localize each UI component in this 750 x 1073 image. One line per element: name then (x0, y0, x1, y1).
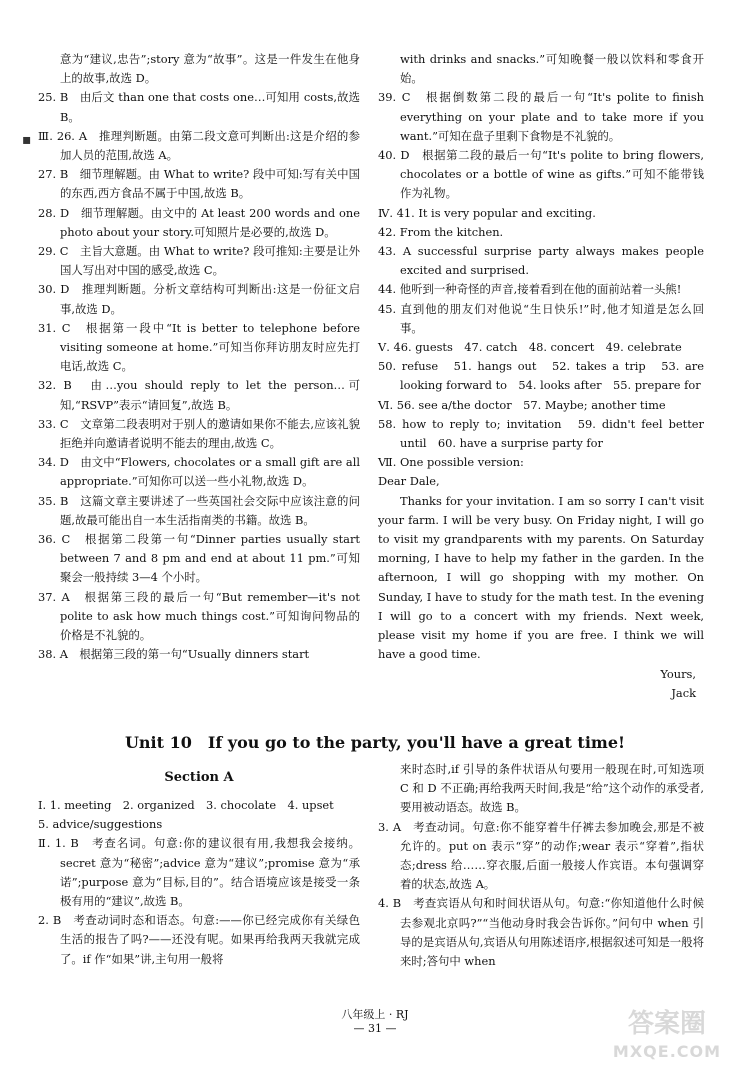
answer-item: 36. C 根据第二段第一句“Dinner parties usually start between 7 and 8 pm and end at about 11 pm.”可知聚会一般持续 3—4 个小时。 (38, 532, 360, 585)
answer-item: 42. From the kitchen. (378, 224, 504, 239)
answer-item: 40. D 根据第二段的最后一句“It's polite to bring flowers, chocolates or a bottle of wine as gifts.”可知不能带钱作为礼物。 (378, 148, 704, 201)
answer-item: Ⅶ. One possible version: (378, 455, 524, 470)
answer-item: 2. B 考查动词时态和语态。句意:——你已经完成你有关绿色生活的报告了吗?——还没有呢。如果再给我两天我就完成了。if 作“如果”讲,主句用一般将 (38, 913, 360, 966)
answer-item: Ⅲ. 26. A 推理判断题。由第二段文意可判断出:这是介绍的参加人员的范围,故选 A。 (38, 128, 360, 163)
answer-item: 37. A 根据第三段的最后一句“But remember—it's not polite to ask how much things cost.”可知询问物品的价格是不礼貌的。 (38, 589, 360, 643)
answer-item: 43. A successful surprise party always makes people excited and surprised. (378, 244, 704, 278)
continued-text: 意为“建议,忠告”;story 意为“故事”。这是一件发生在他身上的故事,故选 D。 (60, 52, 360, 86)
answer-item: Ⅵ. 56. see a/the doctor 57. Maybe; another time (378, 397, 666, 412)
letter-greeting: Dear Dale, (378, 474, 440, 489)
unit-title: Unit 10 If you go to the party, you'll have a great time! (124, 733, 626, 752)
answer-item: 50. refuse 51. hangs out 52. takes a trip 53. are looking forward to 54. looks after 55. prepare for (378, 359, 704, 393)
answer-item: Ⅴ. 46. guests 47. catch 48. concert 49. celebrate (378, 340, 682, 355)
answer-item: 5. advice/suggestions (38, 817, 163, 832)
margin-mark-icon: ▪ (22, 132, 32, 148)
answer-item: 35. B 这篇文章主要讲述了一些英国社会交际中应该注意的问题,故最可能出自一本生活指南类的书籍。故选 B。 (38, 493, 360, 527)
answer-item: Ⅰ. 1. meeting 2. organized 3. chocolate 4. upset (38, 798, 334, 812)
watermark-main: 答案圈 (627, 1009, 706, 1039)
answer-item: 4. B 考查宾语从句和时间状语从句。句意:“你知道他什么时候去参观北京吗?”“当他动身时我会告诉你。”问句中 when 引导的是宾语从句,宾语从句用陈述语序,根据叙述可知是一般将来时;答句中 when (378, 896, 704, 969)
answers-list-right (378, 50, 704, 472)
right-column-top (378, 50, 704, 703)
continued-text: with drinks and snacks.”可知晚餐一般以饮料和零食开始。 (400, 52, 704, 86)
watermark-logo (592, 1010, 742, 1066)
answer-item: 38. A 根据第三段的第一句“Usually dinners start (38, 647, 310, 662)
watermark-sub: MXQE.COM (612, 1042, 722, 1061)
letter-signature: Jack (671, 685, 696, 700)
left-column-bottom (38, 796, 360, 969)
continued-text: 来时态时,if 引导的条件状语从句要用一般现在时,可知选项 C 和 D 不正确;再给我两天时间,我是“给”这个动作的承受者,要用被动语态。故选 B。 (400, 762, 704, 815)
right-column-bottom (378, 760, 704, 971)
answer-item: Ⅳ. 41. It is very popular and exciting. (378, 205, 596, 220)
section-title: Section A (164, 770, 234, 785)
page-number: — 31 — (353, 1022, 397, 1035)
answer-item: 34. D 由文中“Flowers, chocolates or a small gift are all appropriate.”可知你可以送一些小礼物,故选 D。 (38, 455, 360, 489)
answer-item: Ⅱ. 1. B 考查名词。句意:你的建议很有用,我想我会接纳。secret 意为“秘密”;advice 意为“建议”;promise 意为“承诺”;purpose 意为“目标,目的”。结合语境应该是接受一条极有用的“建议”,故选 B。 (38, 836, 360, 909)
answer-item: 31. C 根据第一段中“It is better to telephone before visiting someone at home.”可知当你拜访朋友时应先打电话,故选 C。 (38, 320, 360, 374)
answer-item: 44. 他听到一种奇怪的声音,接着看到在他的面前站着一头熊! (378, 282, 682, 297)
answer-item: 30. D 推理判断题。分析文章结构可判断出:这是一份征文启事,故选 D。 (38, 282, 360, 316)
left-column-top (38, 50, 360, 665)
answer-item: 39. C 根据倒数第二段的最后一句“It's polite to finish everything on your plate and to take more if you want.”可知在盘子里剩下食物是不礼貌的。 (378, 90, 704, 143)
answer-item: 45. 直到他的朋友们对他说“生日快乐!”时,他才知道是怎么回事。 (378, 301, 704, 335)
letter-body: Thanks for your invitation. I am so sorry I can't visit your farm. I will be very busy. On Friday night, I will go to visit my grandparents with my parents. On Saturday morning, I have to help my father in the garden. In the afternoon, I will go shopping with my mother. On Sunday, I have to study for the math test. In the evening I will go to a concert with my friends. Next week, please visit my home if you are free. I think we will have a good time. (378, 493, 704, 662)
answer-item: 25. B 由后文 than one that costs one…可知用 costs,故选 B。 (38, 90, 360, 124)
answer-item: 27. B 细节理解题。由 What to write? 段中可知:写有关中国的东西,西方食品不属于中国,故选 B。 (38, 167, 360, 201)
answer-item: 32. B 由…you should reply to let the person…可知,“RSVP”表示“请回复”,故选 B。 (38, 378, 360, 412)
grade-label: 八年级上 · RJ (341, 1008, 409, 1021)
letter-closing: Yours, (660, 666, 696, 681)
answer-item: 28. D 细节理解题。由文中的 At least 200 words and one photo about your story.可知照片是必要的,故选 D。 (38, 205, 360, 239)
sample-letter (378, 472, 704, 702)
answer-item: 58. how to reply to; invitation 59. didn't feel better until 60. have a surprise party for (378, 416, 704, 451)
answer-item: 29. C 主旨大意题。由 What to write? 段可推知:主要是让外国人写出对中国的感受,故选 C。 (38, 244, 360, 278)
answer-item: 3. A 考查动词。句意:你不能穿着牛仔裤去参加晚会,那是不被允许的。put on 表示“穿”的动作;wear 表示“穿着”,指状态;dress 给……穿衣服,后面一般接人作宾语。本句强调穿着的状态,故选 A。 (378, 819, 704, 892)
answer-item: 33. C 文章第二段表明对于别人的邀请如果你不能去,应该礼貌拒绝并向邀请者说明不能去的理由,故选 C。 (38, 416, 360, 451)
